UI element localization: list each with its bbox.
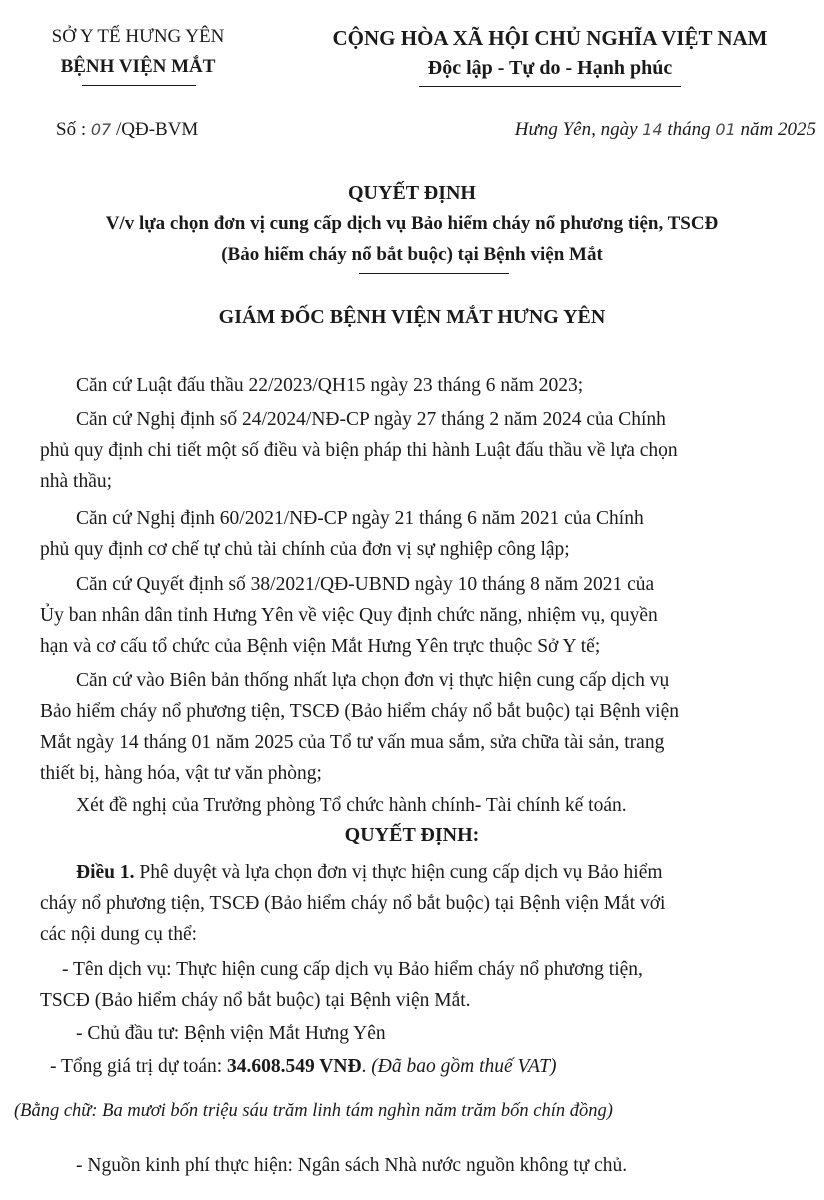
hospital-name-underline bbox=[82, 85, 196, 86]
funding-source: - Nguồn kinh phí thực hiện: Ngân sách Nhà nước nguồn không tự chủ. bbox=[76, 1155, 628, 1176]
basis-2: Căn cứ Nghị định số 24/2024/NĐ-CP ngày 27 tháng 2 năm 2024 của Chính phủ quy định chi tiết một số điều và biện pháp thi hành Luật đấu thầu về lựa chọn nhà thầu; bbox=[40, 409, 678, 492]
motto-underline bbox=[419, 86, 681, 87]
document-heading: QUYẾT ĐỊNH bbox=[348, 182, 476, 204]
decision-heading: QUYẾT ĐỊNH: bbox=[344, 824, 480, 846]
hospital-name: BỆNH VIỆN MẮT bbox=[60, 56, 216, 77]
investor: - Chủ đầu tư: Bệnh viện Mắt Hưng Yên bbox=[76, 1023, 386, 1044]
issuing-authority: GIÁM ĐỐC BỆNH VIỆN MẮT HƯNG YÊN bbox=[218, 306, 606, 328]
basis-3: Căn cứ Nghị định 60/2021/NĐ-CP ngày 21 tháng 6 năm 2021 của Chính phủ quy định cơ chế tự chủ tài chính của đơn vị sự nghiệp công lập; bbox=[40, 508, 644, 560]
subject-line-1: V/v lựa chọn đơn vị cung cấp dịch vụ Bảo hiểm cháy nổ phương tiện, TSCĐ bbox=[105, 213, 719, 234]
subject-line-2: (Bảo hiểm cháy nổ bắt buộc) tại Bệnh viện Mắt bbox=[221, 244, 603, 265]
handwritten-month: 01 bbox=[715, 120, 736, 139]
article-1-label: Điều 1. bbox=[76, 862, 135, 883]
basis-5: Căn cứ vào Biên bản thống nhất lựa chọn đơn vị thực hiện cung cấp dịch vụ Bảo hiểm cháy nổ phương tiện, TSCĐ (Bảo hiểm cháy nổ bắt buộc) tại Bệnh viện Mắt ngày 14 tháng 01 năm 2025 của Tổ tư vấn mua sắm, sửa chữa tài sản, trang thiết bị, hàng hóa, vật tư văn phòng; bbox=[40, 670, 679, 784]
estimate: - Tổng giá trị dự toán: 34.608.549 VNĐ. (Đã bao gồm thuế VAT) bbox=[50, 1056, 557, 1077]
basis-6: Xét đề nghị của Trưởng phòng Tổ chức hành chính- Tài chính kế toán. bbox=[76, 795, 627, 816]
basis-1: Căn cứ Luật đấu thầu 22/2023/QH15 ngày 23 tháng 6 năm 2023; bbox=[76, 375, 584, 396]
handwritten-number: 07 bbox=[90, 120, 112, 139]
handwritten-day: 14 bbox=[642, 120, 663, 139]
national-title: CỘNG HÒA XÃ HỘI CHỦ NGHĨA VIỆT NAM bbox=[332, 26, 768, 50]
service-name: - Tên dịch vụ: Thực hiện cung cấp dịch vụ Bảo hiểm cháy nổ phương tiện, TSCĐ (Bảo hiểm cháy nổ bắt buộc) tại Bệnh viện Mắt. bbox=[40, 959, 643, 1011]
place-date: Hưng Yên, ngày 14 tháng 01 năm 2025 bbox=[514, 119, 816, 140]
national-motto: Độc lập - Tự do - Hạnh phúc bbox=[427, 57, 673, 79]
basis-4: Căn cứ Quyết định số 38/2021/QĐ-UBND ngày 10 tháng 8 năm 2021 của Ủy ban nhân dân tỉnh Hưng Yên về việc Quy định chức năng, nhiệm vụ, quyền hạn và cơ cấu tổ chức của Bệnh viện Mắt Hưng Yên trực thuộc Sở Y tế; bbox=[40, 574, 658, 657]
document-number: Số : 07 /QĐ-BVM bbox=[56, 119, 199, 140]
estimate-value: 34.608.549 VNĐ bbox=[227, 1056, 362, 1077]
agency-name: SỞ Y TẾ HƯNG YÊN bbox=[51, 26, 225, 47]
article-1: Điều 1. Phê duyệt và lựa chọn đơn vị thực hiện cung cấp dịch vụ Bảo hiểm cháy nổ phương tiện, TSCĐ (Bảo hiểm cháy nổ bắt buộc) tại Bệnh viện Mắt với các nội dung cụ thể: bbox=[40, 862, 666, 945]
amount-in-words: (Bằng chữ: Ba mươi bốn triệu sáu trăm linh tám nghìn năm trăm bốn chín đồng) bbox=[14, 1101, 613, 1121]
estimate-note: (Đã bao gồm thuế VAT) bbox=[371, 1056, 557, 1077]
subject-underline bbox=[359, 273, 509, 274]
